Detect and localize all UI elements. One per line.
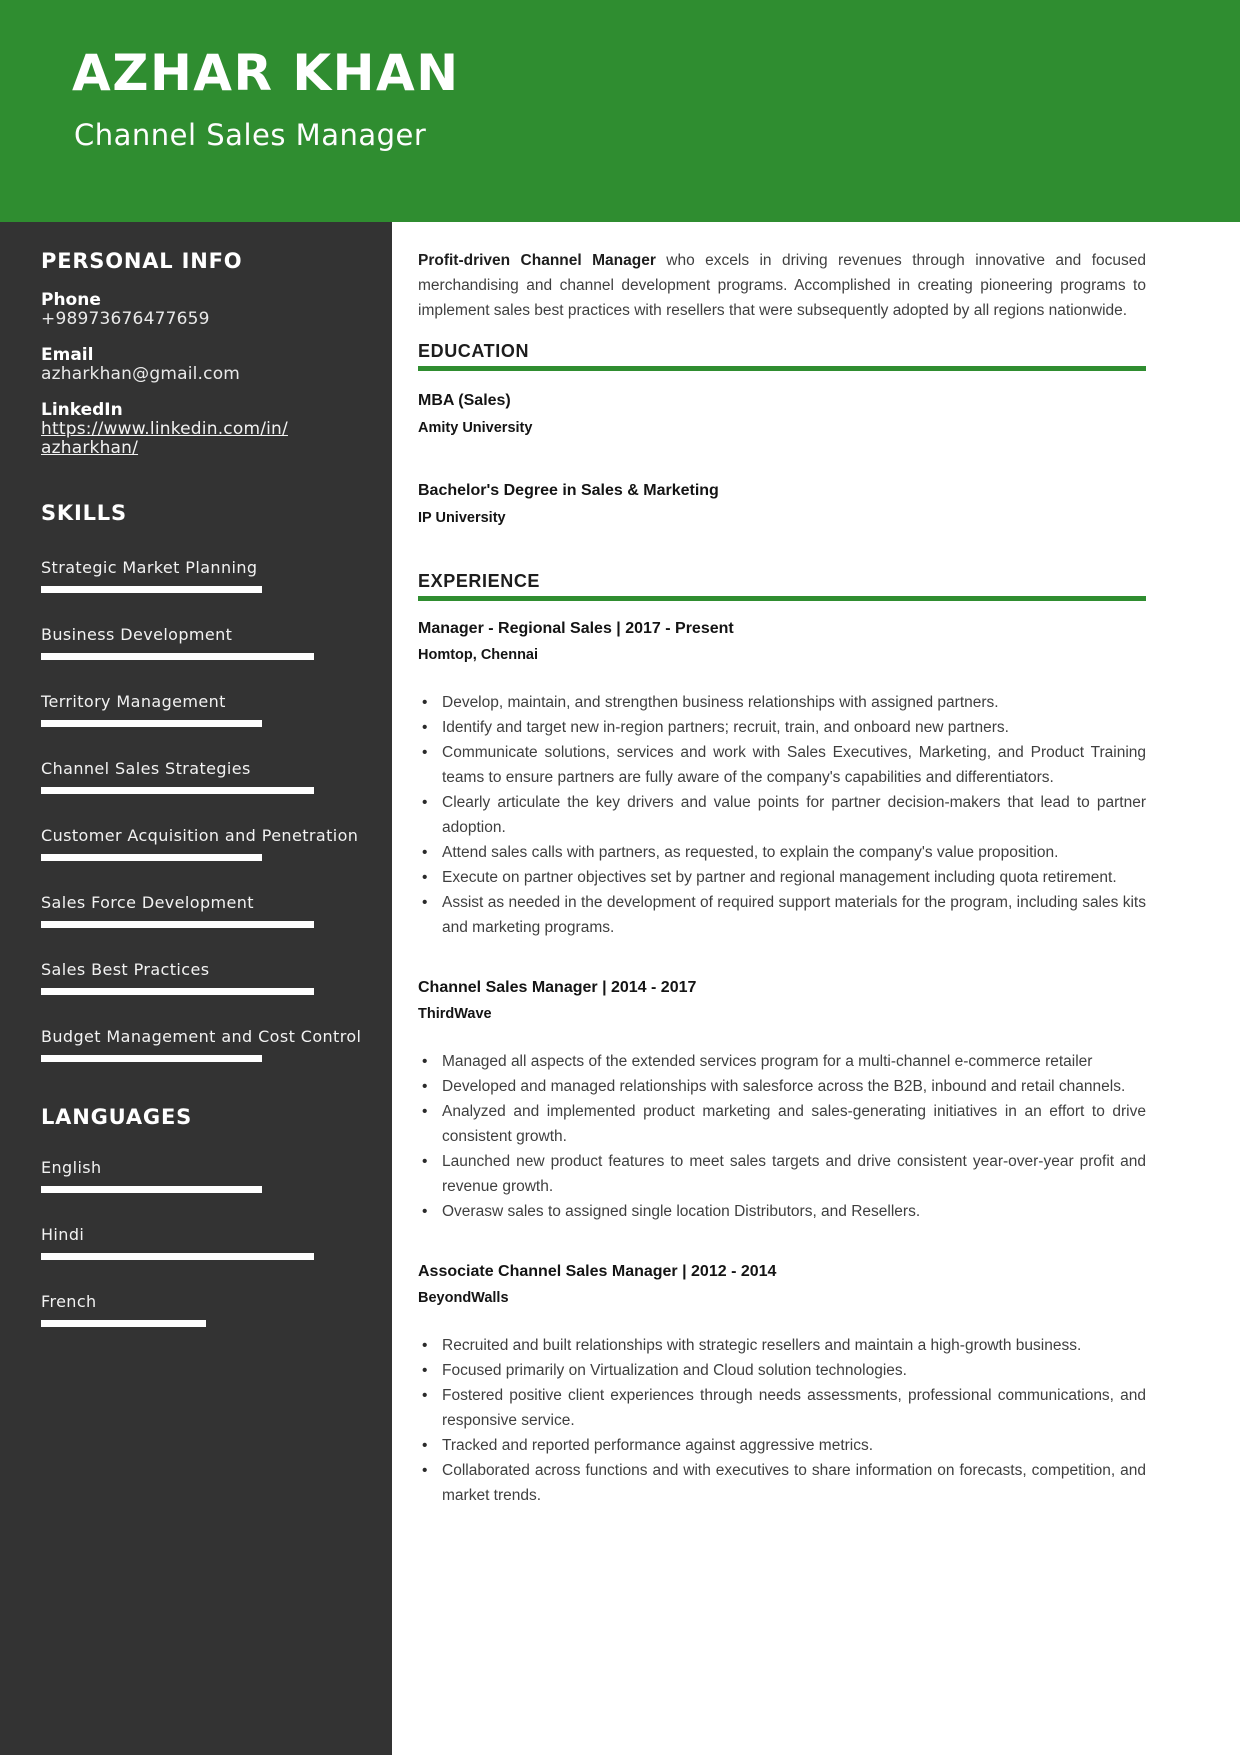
skill-item bbox=[41, 960, 374, 995]
skill-item bbox=[41, 759, 374, 794]
skills-list bbox=[41, 558, 374, 1062]
skill-name: Sales Best Practices bbox=[41, 960, 210, 979]
job-bullet: • Develop, maintain, and strengthen business relationships with assigned partners. bbox=[418, 690, 1146, 715]
job-bullet: • Launched new product features to meet sales targets and drive consistent year-over-year profit and revenue growth. bbox=[418, 1149, 1146, 1199]
job-company: Homtop, Chennai bbox=[418, 647, 539, 663]
job-bullet: • Clearly articulate the key drivers and value points for partner decision-makers that lead to partner adoption. bbox=[418, 790, 1146, 840]
skill-level-bar bbox=[41, 1055, 262, 1062]
skill-name: Channel Sales Strategies bbox=[41, 759, 251, 778]
contact-value: +98973676477659 bbox=[41, 309, 210, 329]
job-bullet-list bbox=[418, 1333, 1146, 1508]
skill-item bbox=[41, 1027, 374, 1062]
summary-lead: Profit-driven Channel Manager bbox=[418, 252, 656, 269]
languages-list bbox=[41, 1158, 374, 1327]
job-list bbox=[418, 619, 1146, 1508]
skill-item bbox=[41, 625, 374, 660]
skill-item bbox=[41, 558, 374, 593]
language-level-bar bbox=[41, 1186, 262, 1193]
job-bullet: • Identify and target new in-region partners; recruit, train, and onboard new partners. bbox=[418, 715, 1146, 740]
job-bullet: • Execute on partner objectives set by partner and regional management including quota retirement. bbox=[418, 865, 1146, 890]
job-bullet: • Analyzed and implemented product marketing and sales-generating initiatives in an effort to drive consistent growth. bbox=[418, 1099, 1146, 1149]
skill-item bbox=[41, 893, 374, 928]
language-item bbox=[41, 1225, 374, 1260]
skill-level-bar bbox=[41, 653, 314, 660]
job-bullet: • Developed and managed relationships with salesforce across the B2B, inbound and retail channels. bbox=[418, 1074, 1146, 1099]
language-name: Hindi bbox=[41, 1225, 85, 1244]
contact-value: azharkhan@gmail.com bbox=[41, 364, 241, 384]
skill-item bbox=[41, 826, 374, 861]
job-bullet: • Overasw sales to assigned single location Distributors, and Resellers. bbox=[418, 1199, 1146, 1224]
skill-name: Customer Acquisition and Penetration bbox=[41, 826, 359, 845]
skill-level-bar bbox=[41, 921, 314, 928]
job-item bbox=[418, 1262, 1146, 1508]
language-item bbox=[41, 1292, 374, 1327]
language-name: French bbox=[41, 1292, 97, 1311]
contact-item bbox=[41, 291, 374, 329]
skill-name: Budget Management and Cost Control bbox=[41, 1027, 362, 1046]
job-title: Channel Sales Manager | 2014 - 2017 bbox=[418, 979, 697, 996]
job-bullet: • Focused primarily on Virtualization and Cloud solution technologies. bbox=[418, 1358, 1146, 1383]
education-item bbox=[418, 481, 1146, 527]
job-company: BeyondWalls bbox=[418, 1290, 509, 1306]
job-bullet: • Attend sales calls with partners, as requested, to explain the company's value proposition. bbox=[418, 840, 1146, 865]
job-item bbox=[418, 619, 1146, 940]
school-name: Amity University bbox=[418, 420, 533, 436]
skill-level-bar bbox=[41, 787, 314, 794]
job-bullet-list bbox=[418, 690, 1146, 940]
contact-label: Email bbox=[41, 345, 94, 365]
sidebar bbox=[0, 222, 392, 1755]
skills-heading: SKILLS bbox=[41, 501, 127, 525]
candidate-role: Channel Sales Manager bbox=[74, 118, 427, 152]
personal-info-heading: PERSONAL INFO bbox=[41, 249, 243, 273]
job-bullet: • Assist as needed in the development of required support materials for the program, including sales kits and marketing programs. bbox=[418, 890, 1146, 940]
skill-item bbox=[41, 692, 374, 727]
job-bullet: • Fostered positive client experiences through needs assessments, professional communications, and responsive service. bbox=[418, 1383, 1146, 1433]
skill-name: Territory Management bbox=[41, 692, 226, 711]
language-item bbox=[41, 1158, 374, 1193]
skill-name: Sales Force Development bbox=[41, 893, 254, 912]
profile-summary bbox=[418, 248, 1146, 323]
skill-name: Business Development bbox=[41, 625, 233, 644]
job-title: Manager - Regional Sales | 2017 - Present bbox=[418, 620, 734, 637]
degree-name: Bachelor's Degree in Sales & Marketing bbox=[418, 482, 719, 499]
education-item bbox=[418, 391, 1146, 437]
contact-value[interactable]: https://www.linkedin.com/in/azharkhan/ bbox=[41, 419, 288, 458]
job-title: Associate Channel Sales Manager | 2012 - 2014 bbox=[418, 1263, 777, 1280]
education-list bbox=[418, 391, 1146, 527]
school-name: IP University bbox=[418, 510, 506, 526]
job-item bbox=[418, 978, 1146, 1224]
header-band bbox=[0, 0, 1240, 222]
language-level-bar bbox=[41, 1253, 314, 1260]
experience-heading: EXPERIENCE bbox=[418, 571, 1146, 601]
language-name: English bbox=[41, 1158, 102, 1177]
job-company: ThirdWave bbox=[418, 1006, 492, 1022]
language-level-bar bbox=[41, 1320, 206, 1327]
candidate-name: AZHAR KHAN bbox=[72, 44, 460, 102]
contact-list bbox=[41, 291, 374, 458]
contact-item bbox=[41, 346, 374, 384]
job-bullet: • Communicate solutions, services and work with Sales Executives, Marketing, and Product Training teams to ensure partners are fully aware of the company's capabilities and differentiators. bbox=[418, 740, 1146, 790]
job-bullet-list bbox=[418, 1049, 1146, 1224]
job-bullet: • Tracked and reported performance against aggressive metrics. bbox=[418, 1433, 1146, 1458]
contact-label: Phone bbox=[41, 290, 101, 310]
education-heading: EDUCATION bbox=[418, 341, 1146, 371]
skill-level-bar bbox=[41, 586, 262, 593]
skill-level-bar bbox=[41, 720, 262, 727]
skill-level-bar bbox=[41, 988, 314, 995]
contact-item bbox=[41, 401, 374, 458]
languages-heading: LANGUAGES bbox=[41, 1105, 193, 1129]
summary-rest: who excels in driving revenues through innovative and focused merchandising and channel development programs. Accomplished in creating pioneering programs to implement sales best practices with resellers that were subsequently adopted by all regions nationwide. bbox=[418, 252, 1146, 319]
job-bullet: • Recruited and built relationships with strategic resellers and maintain a high-growth business. bbox=[418, 1333, 1146, 1358]
contact-label: LinkedIn bbox=[41, 400, 123, 420]
main-column bbox=[392, 222, 1240, 1755]
degree-name: MBA (Sales) bbox=[418, 392, 511, 409]
job-bullet: • Managed all aspects of the extended services program for a multi-channel e-commerce retailer bbox=[418, 1049, 1146, 1074]
skill-level-bar bbox=[41, 854, 262, 861]
skill-name: Strategic Market Planning bbox=[41, 558, 258, 577]
job-bullet: • Collaborated across functions and with executives to share information on forecasts, competition, and market trends. bbox=[418, 1458, 1146, 1508]
